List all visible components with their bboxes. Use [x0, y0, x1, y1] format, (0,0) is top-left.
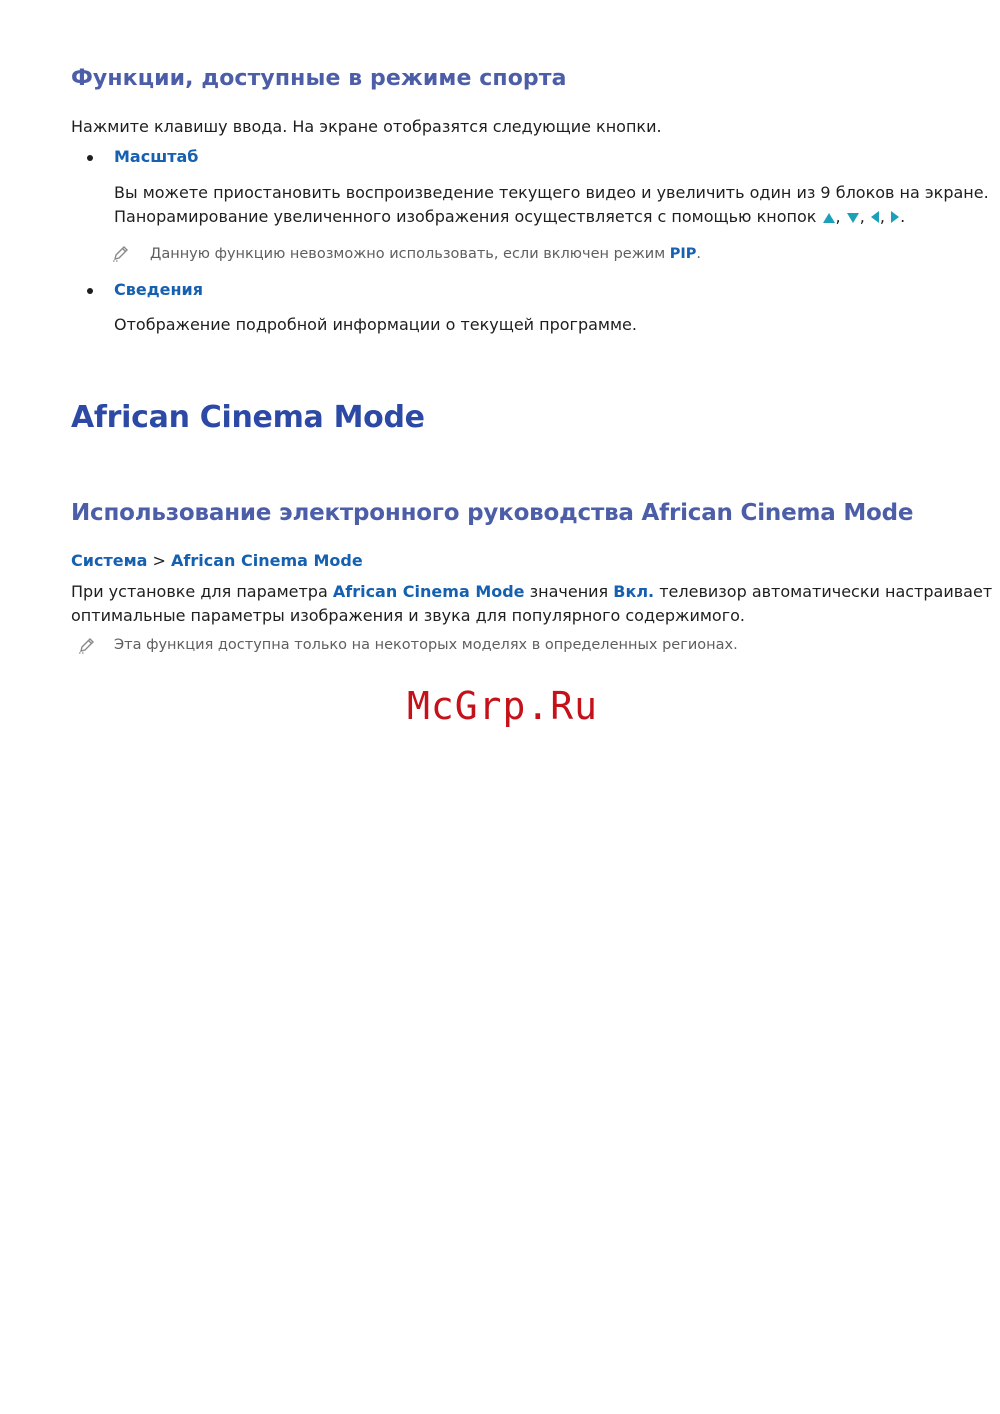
down-arrow-icon — [846, 207, 860, 231]
availability-note: Эта функция доступна только на некоторых моделях в определенных регионах. — [114, 637, 738, 653]
zoom-description-line2: Панорамирование увеличенного изображения осуществляется с помощью кнопок , , , . — [114, 205, 905, 231]
item-title-zoom: Масштаб — [114, 147, 199, 166]
breadcrumb-african-cinema-mode: African Cinema Mode — [171, 551, 363, 570]
intro-text: Нажмите клавишу ввода. На экране отобразятся следующие кнопки. — [71, 117, 662, 136]
pencil-icon — [112, 243, 129, 262]
description-line2: оптимальные параметры изображения и звука для популярного содержимого. — [71, 606, 745, 625]
bullet-dot — [87, 155, 93, 161]
pencil-icon — [78, 635, 95, 654]
left-arrow-icon — [870, 207, 880, 231]
zoom-description-line1: Вы можете приостановить воспроизведение текущего видео и увеличить один из 9 блоков на экране. — [114, 183, 989, 202]
section-heading-sport-mode: Функции, доступные в режиме спорта — [71, 66, 567, 91]
info-description: Отображение подробной информации о текущей программе. — [114, 315, 637, 334]
section-heading-guide: Использование электронного руководства African Cinema Mode — [71, 500, 914, 526]
pip-term: PIP — [669, 246, 697, 262]
breadcrumb — [71, 549, 363, 573]
bullet-dot — [87, 288, 93, 294]
breadcrumb-system: Система — [71, 551, 148, 570]
page-title-african-cinema-mode: African Cinema Mode — [71, 400, 425, 435]
right-arrow-icon — [890, 207, 900, 231]
breadcrumb-separator: > — [147, 551, 172, 570]
zoom-note: Данную функцию невозможно использовать, если включен режим PIP. — [150, 246, 702, 262]
term-african-cinema-mode: African Cinema Mode — [332, 582, 525, 601]
watermark: McGrp.Ru — [407, 684, 599, 728]
item-title-info: Сведения — [114, 280, 204, 299]
up-arrow-icon — [822, 207, 836, 231]
term-on: Вкл. — [613, 582, 655, 601]
description-line1: При установке для параметра African Cinema Mode значения Вкл. телевизор автоматически настраивает — [71, 582, 993, 601]
